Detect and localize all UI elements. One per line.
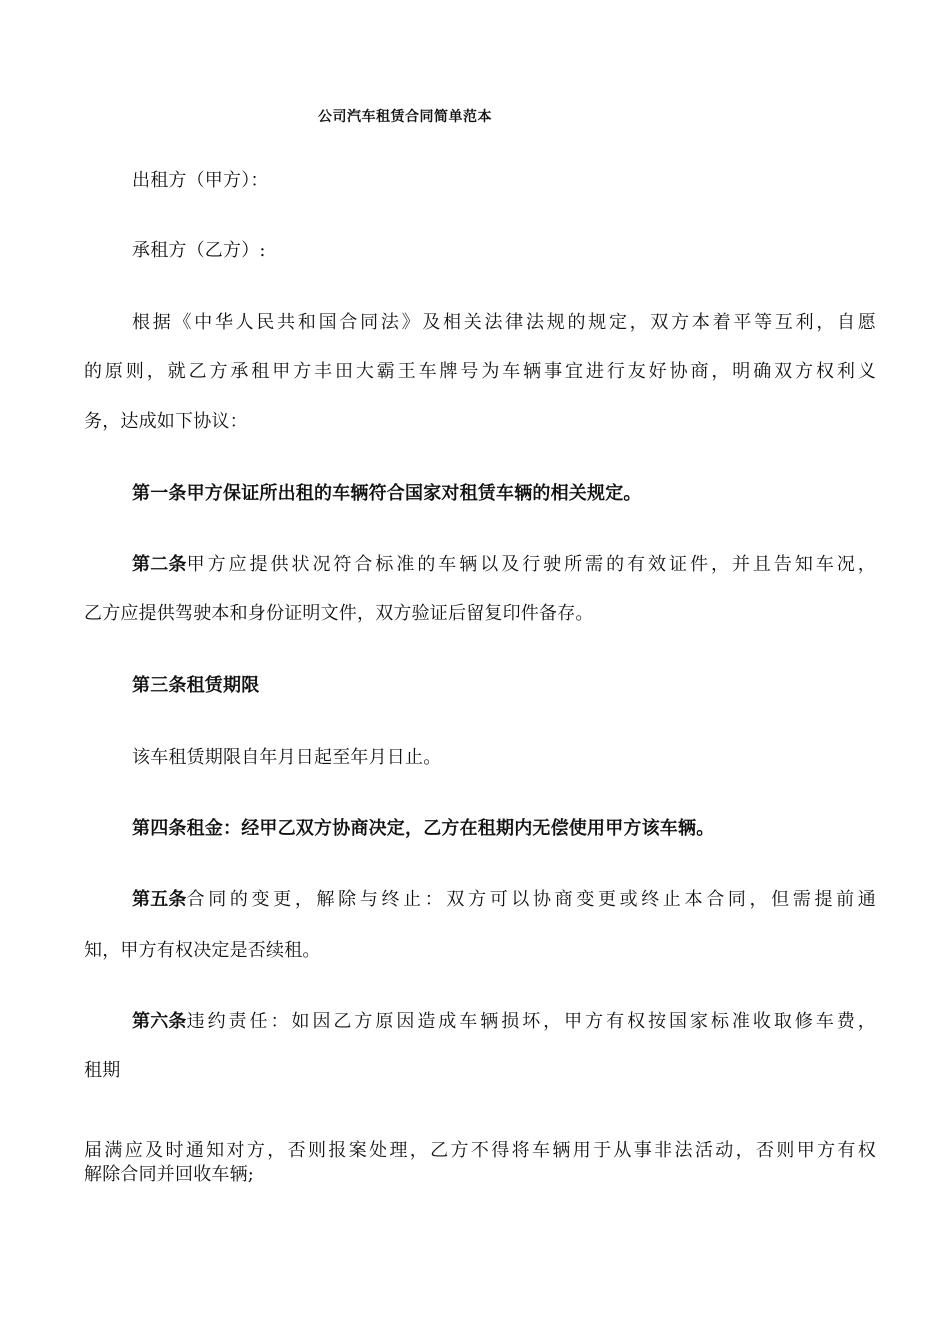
article-2-label: 第二条 <box>132 554 187 575</box>
article-3-heading: 第三条租赁期限 <box>132 675 260 696</box>
preamble-line-3: 务，达成如下协议： <box>84 411 248 432</box>
article-5-text: 合同的变更，解除与终止：双方可以协商变更或终止本合同，但需提前通 <box>186 889 876 910</box>
article-2-line-2: 乙方应提供驾驶本和身份证明文件，双方验证后留复印件备存。 <box>84 603 594 624</box>
article-6-label: 第六条 <box>132 1011 187 1032</box>
article-5-label: 第五条 <box>132 889 187 910</box>
article-3-body: 该车租赁期限自年月日起至年月日止。 <box>132 747 442 768</box>
article-2-line-1 <box>132 554 876 576</box>
article-6-line-1 <box>132 1011 876 1033</box>
lessor-line: 出租方（甲方）： <box>132 170 269 191</box>
preamble-line-2: 的原则，就乙方承租甲方丰田大霸王车牌号为车辆事宜进行友好协商，明确双方权利义 <box>84 361 876 382</box>
article-1: 第一条甲方保证所出租的车辆符合国家对租赁车辆的相关规定。 <box>132 483 642 504</box>
article-6-line-2: 租期 <box>84 1060 121 1081</box>
article-6-line-4: 解除合同并回收车辆; <box>84 1164 255 1185</box>
article-5-line-1 <box>132 889 876 911</box>
lessee-line: 承租方（乙方）: <box>132 240 266 261</box>
article-6-text: 违约责任：如因乙方原因造成车辆损坏，甲方有权按国家标准收取修车费， <box>186 1011 876 1032</box>
article-2-text: 甲方应提供状况符合标准的车辆以及行驶所需的有效证件，并且告知车况， <box>186 554 876 575</box>
document-title: 公司汽车租赁合同简单范本 <box>318 109 492 125</box>
article-4: 第四条租金：经甲乙双方协商决定，乙方在租期内无偿使用甲方该车辆。 <box>132 818 715 839</box>
article-5-line-2: 知，甲方有权决定是否续租。 <box>84 940 321 961</box>
article-6-line-3: 届满应及时通知对方，否则报案处理，乙方不得将车辆用于从事非法活动，否则甲方有权 <box>84 1140 876 1161</box>
preamble-line-1: 根据《中华人民共和国合同法》及相关法律法规的规定，双方本着平等互利，自愿 <box>132 312 876 333</box>
